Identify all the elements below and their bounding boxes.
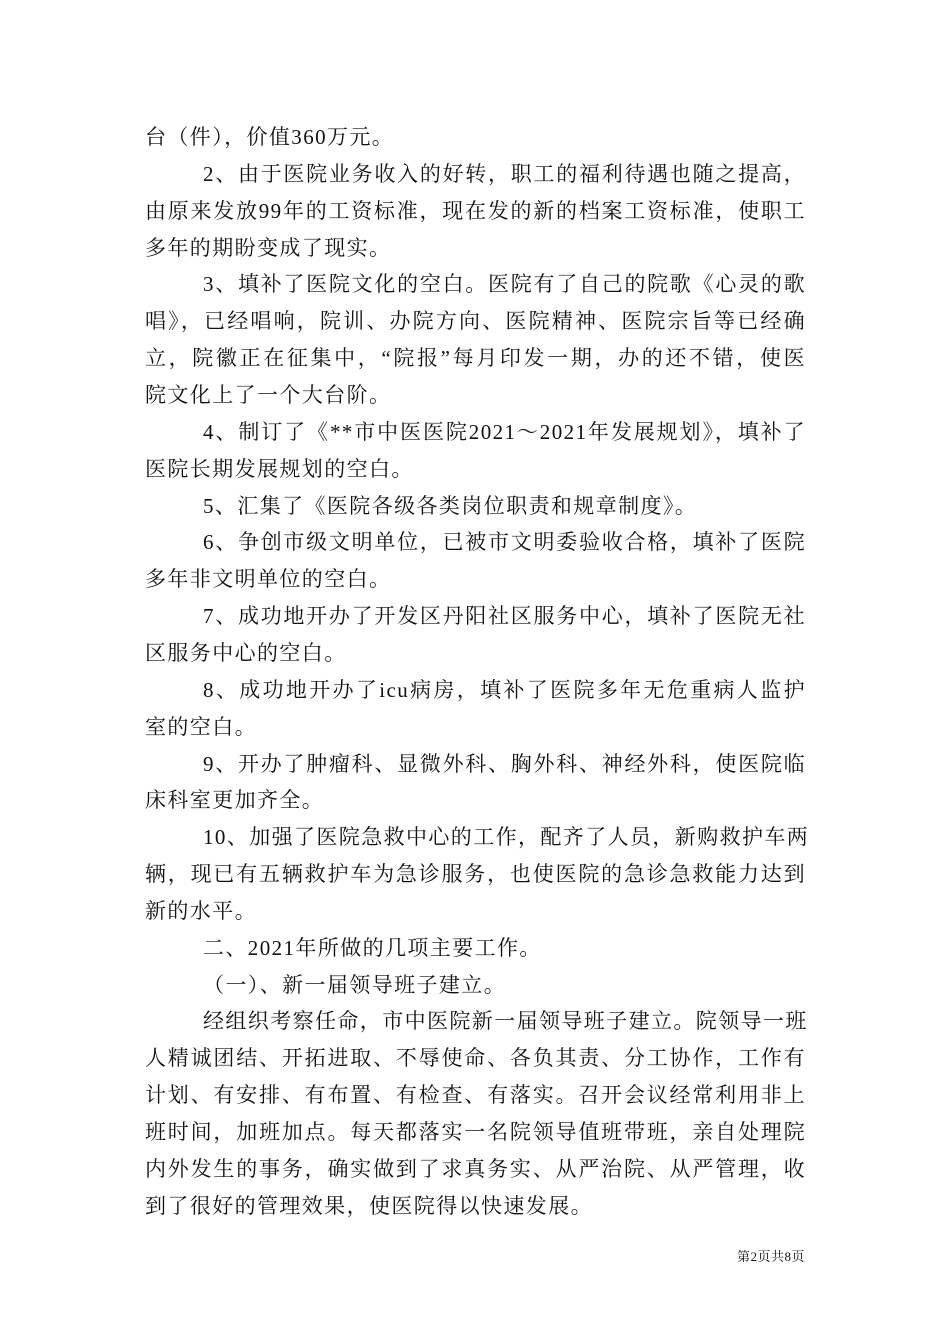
- text-line: 5、汇集了《医院各级各类岗位职责和规章制度》。: [203, 493, 698, 518]
- text-line: 辆，现已有五辆救护车为急诊服务，也使医院的急诊急救能力达到: [145, 862, 806, 886]
- text-line: 计划、有安排、有布置、有检查、有落实。召开会议经常利用非上: [145, 1083, 806, 1108]
- text-line: 班时间，加班加点。每天都落实一名院领导值班带班，亲自处理院: [145, 1120, 806, 1144]
- text-line: 10、加强了医院急救中心的工作，配齐了人员，新购救护车两: [203, 825, 810, 850]
- text-line: 院文化上了一个大台阶。: [145, 382, 392, 407]
- text-line: 区服务中心的空白。: [145, 640, 347, 665]
- text-line: 唱》，已经唱响，院训、办院方向、医院精神、医院宗旨等已经确: [145, 309, 806, 334]
- text-line: 床科室更加齐全。: [145, 788, 325, 813]
- text-line: 室的空白。: [145, 714, 257, 739]
- text-line: 人精诚团结、开拓进取、不辱使命、各负其责、分工协作，工作有: [145, 1046, 806, 1071]
- text-line: 3、填补了医院文化的空白。医院有了自己的院歌《心灵的歌: [203, 272, 806, 297]
- text-line: 2、由于医院业务收入的好转，职工的福利待遇也随之提高，: [203, 161, 806, 186]
- text-line: 台（件），价值360万元。: [145, 125, 395, 149]
- text-line: 8、成功地开办了icu病房，填补了医院多年无危重病人监护: [203, 677, 806, 702]
- text-line: 多年非文明单位的空白。: [145, 567, 392, 592]
- text-line: 经组织考察任命，市中医院新一届领导班子建立。院领导一班: [203, 1009, 808, 1034]
- text-line: 医院长期发展规划的空白。: [145, 456, 414, 481]
- page-number: 第2页共8页: [736, 1249, 805, 1264]
- text-line: 多年的期盼变成了现实。: [145, 235, 392, 260]
- text-line: 新的水平。: [145, 898, 257, 923]
- text-line: 二、2021年所做的几项主要工作。: [203, 935, 542, 960]
- text-line: 7、成功地开办了开发区丹阳社区服务中心，填补了医院无社: [203, 604, 806, 628]
- text-line: 4、制订了《**市中医医院2021～2021年发展规划》，填补了: [203, 419, 806, 444]
- text-line: 到了很好的管理效果，使医院得以快速发展。: [145, 1193, 593, 1218]
- text-line: （一）、新一届领导班子建立。: [203, 972, 507, 997]
- text-line: 内外发生的事务，确实做到了求真务实、从严治院、从严管理，收: [145, 1156, 806, 1181]
- text-line: 9、开办了肿瘤科、显微外科、胸外科、神经外科，使医院临: [203, 751, 806, 776]
- text-line: 立，院徽正在征集中，“院报”每月印发一期，办的还不错，使医: [145, 346, 806, 371]
- text-line: 6、争创市级文明单位，已被市文明委验收合格，填补了医院: [203, 530, 806, 555]
- text-line: 由原来发放99年的工资标准，现在发的新的档案工资标准，使职工: [145, 198, 806, 223]
